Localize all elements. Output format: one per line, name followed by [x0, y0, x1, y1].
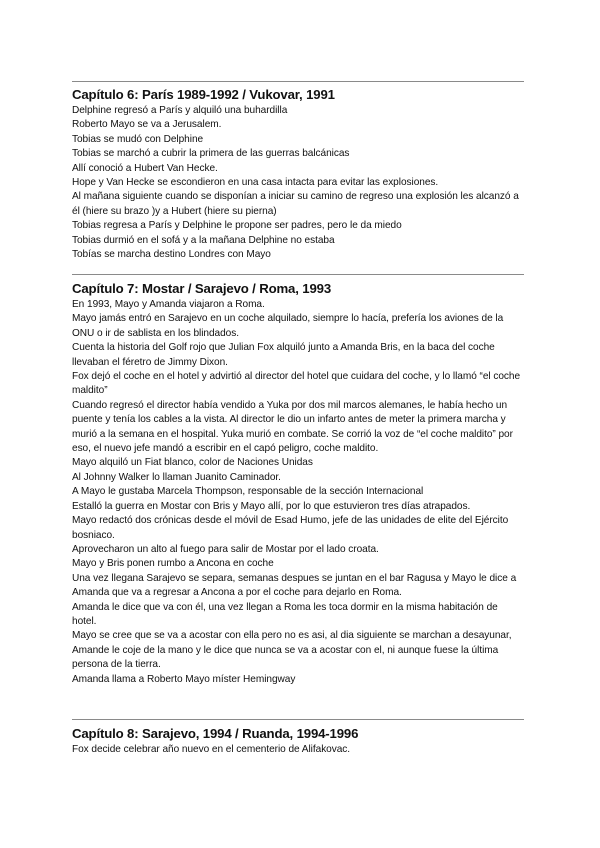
- paragraph: Mayo y Bris ponen rumbo a Ancona en coche: [72, 558, 274, 570]
- paragraph: Allí conoció a Hubert Van Hecke.: [72, 162, 218, 174]
- chapter-heading: Capítulo 6: París 1989-1992 / Vukovar, 1991: [72, 87, 335, 102]
- paragraph: Mayo se cree que se va a acostar con ella pero no es asi, al dia siguiente se marchan a desayunar, Amande le coje de la mano y le dice que nunca se va a acostar con el, ni aunque fuese la última persona de la tierra.: [72, 630, 512, 671]
- paragraph: Fox decide celebrar año nuevo en el cementerio de Alifakovac.: [72, 744, 351, 755]
- paragraph: Delphine regresó a París y alquiló una buhardilla: [72, 105, 288, 116]
- paragraph: A Mayo le gustaba Marcela Thompson, responsable de la sección Internacional: [72, 486, 424, 498]
- chapter-heading: Capítulo 7: Mostar / Sarajevo / Roma, 1993: [72, 281, 332, 296]
- paragraph: Aprovecharon un alto al fuego para salir de Mostar por el lado croata.: [72, 543, 379, 555]
- paragraph: Al mañana siguiente cuando se disponían a iniciar su camino de regreso una explosión les alcanzó a él (hiere su brazo )y a Hubert (hiere su pierna): [72, 191, 519, 217]
- paragraph: Una vez llegana Sarajevo se separa, semanas despues se juntan en el bar Ragusa y Mayo le dice a Amanda que va a regresar a Ancona a por el coche para dejarlo en Roma.: [72, 572, 517, 599]
- paragraph: Mayo alquiló un Fiat blanco, color de Naciones Unidas: [72, 457, 313, 469]
- paragraph: Amanda llama a Roberto Mayo míster Hemingway: [72, 673, 296, 685]
- section-divider: [72, 274, 524, 275]
- paragraph: Tobias durmió en el sofá y a la mañana Delphine no estaba: [72, 234, 335, 246]
- paragraph: En 1993, Mayo y Amanda viajaron a Roma.: [72, 299, 265, 310]
- section-divider: [72, 81, 524, 82]
- paragraph: Mayo redactó dos crónicas desde el móvil de Esad Humo, jefe de las unidades de elite del Ejército bosniaco.: [72, 515, 509, 541]
- paragraph: Al Johnny Walker lo llaman Juanito Caminador.: [72, 471, 281, 483]
- paragraph: Mayo jamás entró en Sarajevo en un coche alquilado, siempre lo hacía, prefería los aviones de la ONU o ir de sablista en los blindados.: [72, 313, 504, 339]
- paragraph: Tobias se mudó con Delphine: [72, 133, 204, 145]
- paragraph: Amanda le dice que va con él, una vez llegan a Roma les toca dormir en la misma habitación de hotel.: [72, 601, 498, 627]
- paragraph: Hope y Van Hecke se escondieron en una casa intacta para evitar las explosiones.: [72, 177, 439, 189]
- paragraph: Fox dejó el coche en el hotel y advirtió al director del hotel que cuidara del coche, y lo llamó “el coche maldito”: [72, 371, 521, 397]
- section-divider: [72, 719, 524, 720]
- paragraph: Tobias regresa a París y Delphine le propone ser padres, pero le da miedo: [72, 220, 402, 232]
- chapter-8: [72, 726, 524, 757]
- paragraph: Roberto Mayo se va a Jerusalem.: [72, 119, 222, 131]
- paragraph: Tobías se marcha destino Londres con Mayo: [72, 249, 271, 261]
- chapter-heading: Capítulo 8: Sarajevo, 1994 / Ruanda, 1994-1996: [72, 726, 359, 741]
- chapter-6: [72, 87, 524, 262]
- paragraph: Cuenta la historia del Golf rojo que Julian Fox alquiló junto a Amanda Bris, en la baca del coche llevaban el féretro de Jimmy Dixon.: [72, 342, 495, 368]
- paragraph: Estalló la guerra en Mostar con Bris y Mayo allí, por lo que estuvieron tres días atrapados.: [72, 500, 471, 512]
- chapter-7: [72, 281, 524, 687]
- paragraph: Tobias se marchó a cubrir la primera de las guerras balcánicas: [72, 148, 350, 160]
- paragraph: Cuando regresó el director había vendido a Yuka por dos mil marcos alemanes, le había hecho un puente y tenía los cables a la vista. Al director le dio un infarto antes de meter la primera marcha y murió a la semana en el hospital. Yuka murió en combate. Se corrió la voz de “el coche maldito” por eso, el nuevo jefe mandó a escribir en el capó peligro, coche maldito.: [72, 399, 513, 455]
